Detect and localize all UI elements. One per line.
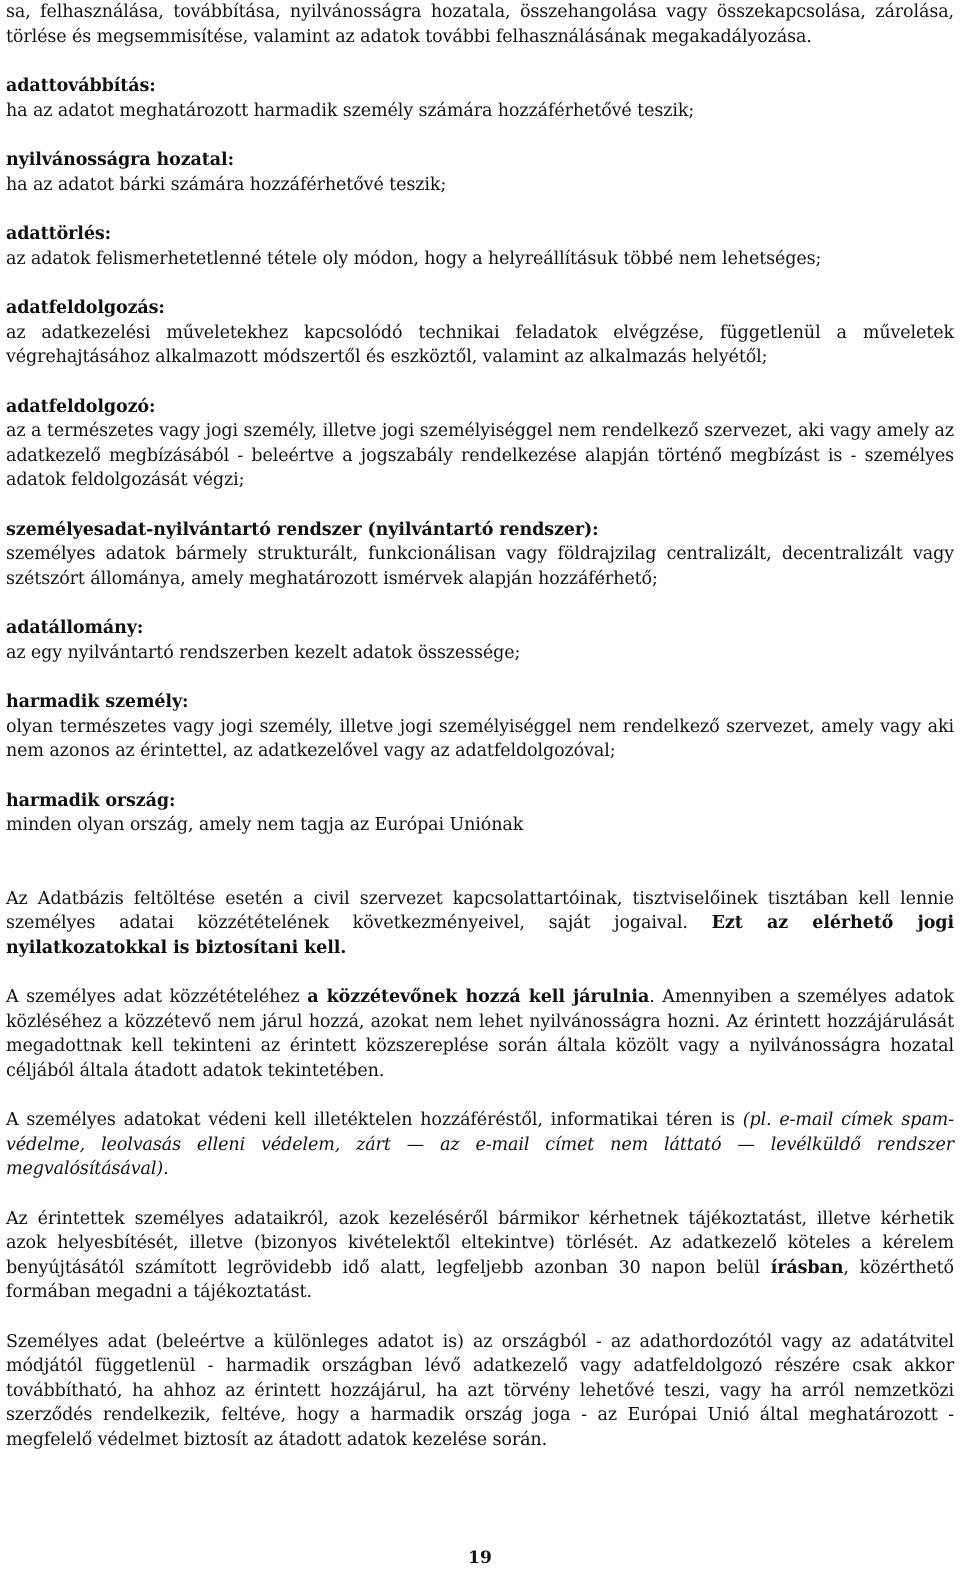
definition-text: az a természetes vagy jogi személy, illetve jogi személyiséggel nem rendelkező szervezet, aki vagy amely az adatkezelő megbízásából - beleértve a jogszabály rendelkezése alapján történő megbízást is - személyes adatok feldolgozását végzi; <box>6 421 954 490</box>
bold-emphasis: Ezt az elérhető jogi nyilatkozatokkal is biztosítani kell. <box>6 913 954 958</box>
definition-text: az egy nyilvántartó rendszerben kezelt adatok összessége; <box>6 642 521 663</box>
definition-term: harmadik személy: <box>6 692 189 712</box>
data-protection-paragraph <box>6 1108 954 1182</box>
document-page <box>6 0 954 1452</box>
italic-example: (pl. e-mail címek spam-védelme, leolvasás elleni védelem, zárt — az e-mail címet nem láttató — levélküldő rendszer megvalósításával). <box>6 1110 954 1179</box>
definition-term: adattovábbítás: <box>6 76 156 96</box>
definition-item <box>6 789 954 838</box>
definition-term: adatfeldolgozás: <box>6 298 165 318</box>
paragraph-text: , közérthető formában megadni a tájékoztatást. <box>6 1257 954 1302</box>
definition-term: nyilvánosságra hozatal: <box>6 150 234 170</box>
definition-item <box>6 148 954 197</box>
definition-item <box>6 395 954 493</box>
paragraph-text: Az érintettek személyes adataikról, azok kezeléséről bármikor kérhetnek tájékoztatást, illetve kérhetik azok helyesbítését, illetve (bizonyos kivételektől eltekintve) törlését. Az adatkezelő köteles a kérelem benyújtásától számított legrövidebb idő alatt, legfeljebb azonban 30 napon belül <box>6 1208 954 1278</box>
paragraph-text: Az Adatbázis feltöltése esetén a civil szervezet kapcsolattartóinak, tisztviselőinek tisztában kell lennie személyes adatai közzétételének következményeivel, saját jogaival. <box>6 888 954 933</box>
publication-consent-paragraph <box>6 985 954 1083</box>
information-request-paragraph <box>6 1207 954 1305</box>
third-country-transfer-paragraph: Személyes adat (beleértve a különleges adatot is) az országból - az adathordozótól vagy az adatátvitel módjától függetlenül - harmadik országban lévő adatkezelő vagy adatfeldolgozó részére csak akkor továbbítható, ha ahhoz az érintett hozzájárul, ha azt törvény lehetővé teszi, vagy ha arról nemzetközi szerződés rendelkezik, feltéve, hogy a harmadik ország joga - az Európai Unió által meghatározott - megfelelő védelmet biztosít az átadott adatok kezelése során. <box>6 1331 954 1450</box>
intro-paragraph: sa, felhasználása, továbbítása, nyilvánosságra hozatala, összehangolása vagy összekapcsolása, zárolása, törlése és megsemmisítése, valamint az adatok további felhasználásának megakadályozása. <box>6 2 954 47</box>
definition-text: ha az adatot meghatározott harmadik személy számára hozzáférhetővé teszik; <box>6 100 695 121</box>
definition-term: adatfeldolgozó: <box>6 396 156 417</box>
definition-text: az adatok felismerhetetlenné tétele oly módon, hogy a helyreállításuk többé nem lehetséges; <box>6 248 822 269</box>
paragraph-text: . Amennyiben a személyes adatok közléséhez a közzétevő nem járul hozzá, azokat nem lehet nyilvánosságra hozni. Az érintett hozzájárulását megadottnak kell tekinteni az érintett közszereplése során általa közölt vagy a nyilvánosságra hozatal céljából általa átadott adatok tekintetében. <box>6 987 954 1081</box>
definition-item <box>6 518 954 592</box>
definition-item <box>6 690 954 764</box>
paragraph-text: A személyes adatokat védeni kell illetéktelen hozzáféréstől, informatikai téren is <box>6 1110 743 1130</box>
definition-term: adatállomány: <box>6 618 144 638</box>
definition-item <box>6 616 954 665</box>
definition-text: személyes adatok bármely strukturált, funkcionálisan vagy földrajzilag centralizált, decentralizált vagy szétszórt állománya, amely meghatározott ismérvek alapján hozzáférhető; <box>6 544 954 589</box>
definition-text: az adatkezelési műveletekhez kapcsolódó technikai feladatok elvégzése, függetlenül a műveletek végrehajtásához alkalmazott módszertől és eszköztől, valamint az alkalmazás helyétől; <box>6 322 954 367</box>
bold-emphasis: a közzétevőnek hozzá kell járulnia <box>307 987 650 1007</box>
definition-item <box>6 74 954 123</box>
definition-item <box>6 222 954 271</box>
definition-text: olyan természetes vagy jogi személy, illetve jogi személyiséggel nem rendelkező szervezet, amely vagy aki nem azonos az érintettel, az adatkezelővel vagy az adatfeldolgozóval; <box>6 716 954 761</box>
definition-term: adattörlés: <box>6 224 111 244</box>
definition-text: ha az adatot bárki számára hozzáférhetővé teszik; <box>6 174 447 195</box>
consent-info-paragraph <box>6 887 954 961</box>
definition-term: harmadik ország: <box>6 790 176 811</box>
definition-term: személyesadat-nyilvántartó rendszer (nyilvántartó rendszer): <box>6 519 599 540</box>
definition-item <box>6 296 954 370</box>
page-number: 19 <box>468 1548 492 1568</box>
definition-text: minden olyan ország, amely nem tagja az Európai Uniónak <box>6 815 524 835</box>
bold-emphasis: írásban <box>770 1257 844 1278</box>
paragraph-text: A személyes adat közzétételéhez <box>6 987 308 1007</box>
